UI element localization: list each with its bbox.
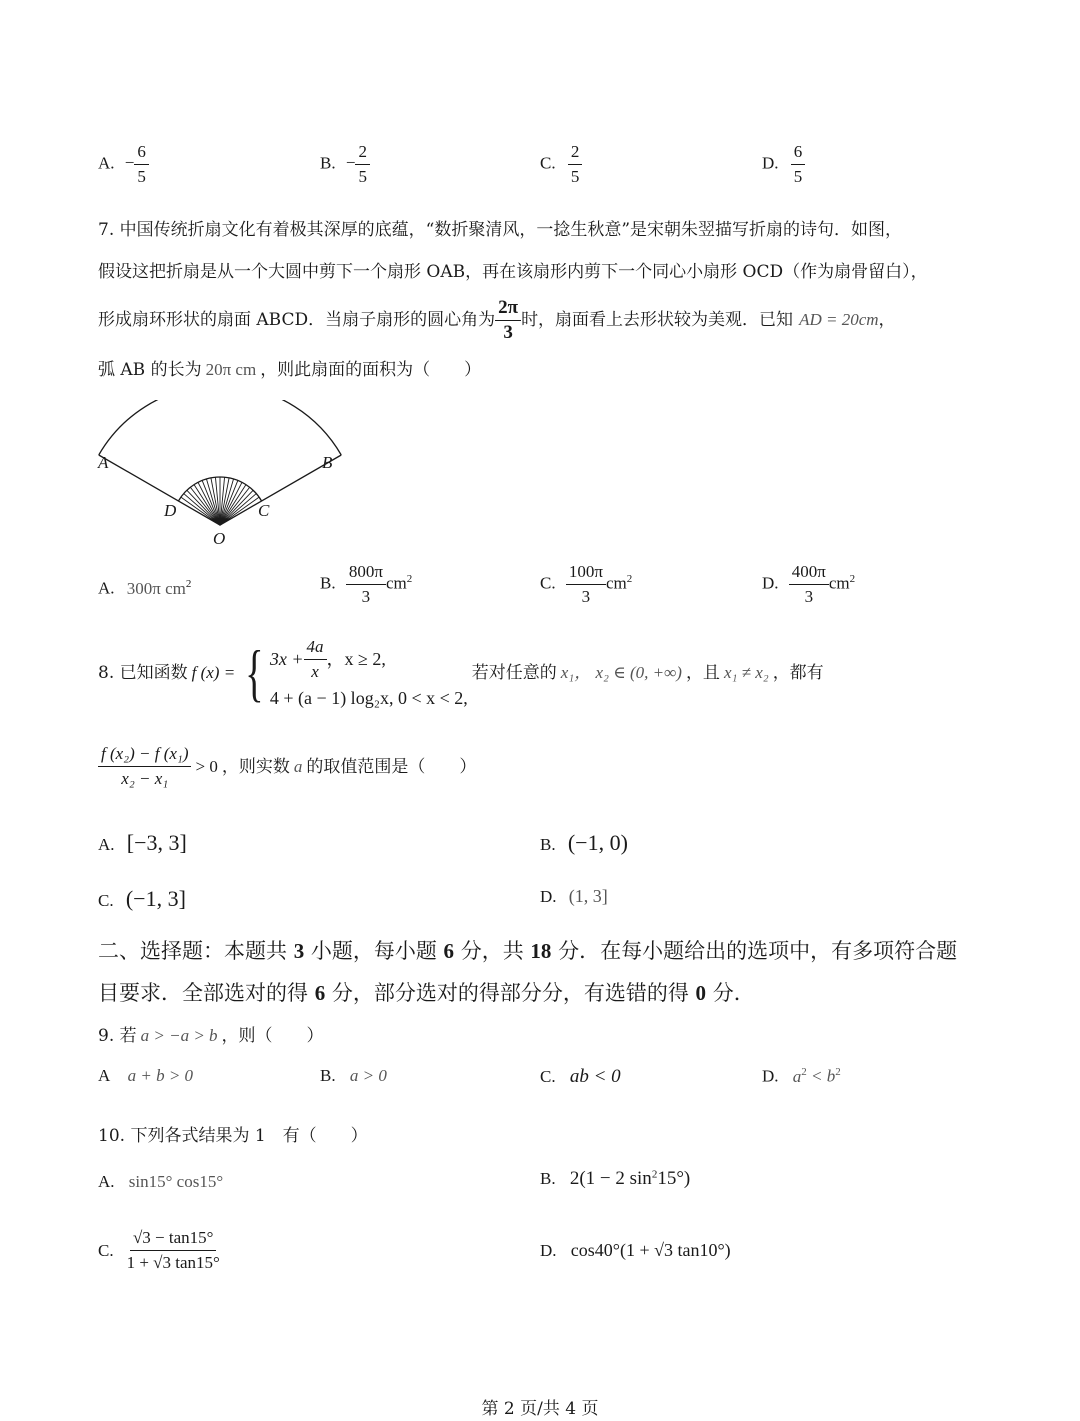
q7-option-c: C. $\frac{100\pi}{3}$ $cm^2$ [540, 562, 633, 606]
q6-option-b: B. − $\frac{2}{5}$ [320, 140, 370, 189]
section-2-line-1: 二、选择题：本题共 3 小题，每小题 6 分，共 18 分．在每小题给出的选项中，有多项符合题 [98, 939, 958, 963]
section-2-line-2: 目要求．全部选对的得 6 分，部分选对的得部分分，有选错的得 0 分． [98, 981, 755, 1005]
q10-option-d: D. cos40°(1 + √3 tan10°) [540, 1240, 731, 1260]
fan-label-c: C [258, 501, 270, 520]
q9-option-b: B. a > 0 [320, 1066, 387, 1085]
q7-line-1: 7. 中国传统折扇文化有着极其深厚的底蕴，“数折聚清风，一捻生秋意”是宋朝朱翌描写折扇的诗句．如图， [98, 220, 903, 240]
q7-line-3: 形成扇环形状的扇面 ABCD．当扇子扇形的圆心角为 $\frac{2\pi}{3}$ 时，扇面看上去形状较为美观．已知 AD = 20cm， [98, 297, 896, 343]
q9-option-d: D. $a^2 < b^2$ [762, 1066, 841, 1086]
q8-option-d: D. (1, 3] [540, 886, 608, 906]
q7-line-4: 弧 AB 的长为 20π cm ，则此扇面的面积为（ ） [98, 360, 482, 380]
q10-option-b: B. 2(1 − 2 $\sin^215^\circ$) [540, 1168, 691, 1189]
q6-option-a: A. − $\frac{6}{5}$ [98, 140, 149, 189]
q10-option-a: A. sin15° cos15° [98, 1172, 224, 1191]
fan-figure [90, 400, 350, 555]
q7-line-2: 假设这把折扇是从一个大圆中剪下一个扇形 OAB，再在该扇形内剪下一个同心小扇形 OCD（作为扇骨留白）， [98, 262, 928, 282]
fan-label-b: B [322, 453, 333, 472]
q7-option-d: D. $\frac{400\pi}{3}$ $cm^2$ [762, 562, 856, 606]
q8-stem: 8. 已知函数 f (x) = { 3x + $\frac{4a}{x}$ ，x ≥ 2, 4 + (a − 1) log₂x, 0 < x < 2, 若对任意的 x₁， x₂ ∈ (0, +∞) ，且 x₁ ≠ x₂ ，都有 [98, 628, 824, 718]
q8-option-c: C. (−1, 3] [98, 886, 186, 911]
q8-option-b: B. (−1, 0) [540, 830, 628, 855]
q6-option-d: D. $\frac{6}{5}$ [762, 140, 805, 189]
q10-stem: 10. 下列各式结果为 1 有（ ） [98, 1126, 368, 1146]
fan-label-o: O [213, 529, 226, 548]
q6-option-c: C. $\frac{2}{5}$ [540, 140, 582, 189]
q7-option-a: A. 300π $cm^2$ [98, 578, 192, 598]
q8-piecewise: { 3x + $\frac{4a}{x}$ ，x ≥ 2, 4 + (a − 1) log₂x, 0 < x < 2, [245, 636, 468, 708]
fan-outer-arc [99, 400, 341, 455]
q9-stem: 9. 若 a > −a > b ，则（ ） [98, 1026, 324, 1046]
q8-option-a: A. [−3, 3] [98, 830, 187, 855]
fan-label-d: D [164, 501, 177, 520]
q9-option-c: C. ab < 0 [540, 1066, 621, 1087]
q9-option-a: A a + b > 0 [98, 1066, 194, 1085]
page-footer: 第 2 页/共 4 页 [481, 1399, 599, 1419]
q10-option-c: C. $\frac{√3 - \tan 15^\circ}{1 + √3 \tan 15^\circ}$ [98, 1228, 220, 1272]
q8-condition: $\frac{\text{f (x₂) − f (x₁)}}{\text{x₂ − x₁}}$ > 0 ，则实数 a 的取值范围是（ ） [98, 742, 476, 791]
q7-option-b: B. $\frac{800\pi}{3}$ $cm^2$ [320, 562, 413, 606]
fan-label-a: A [98, 453, 109, 472]
